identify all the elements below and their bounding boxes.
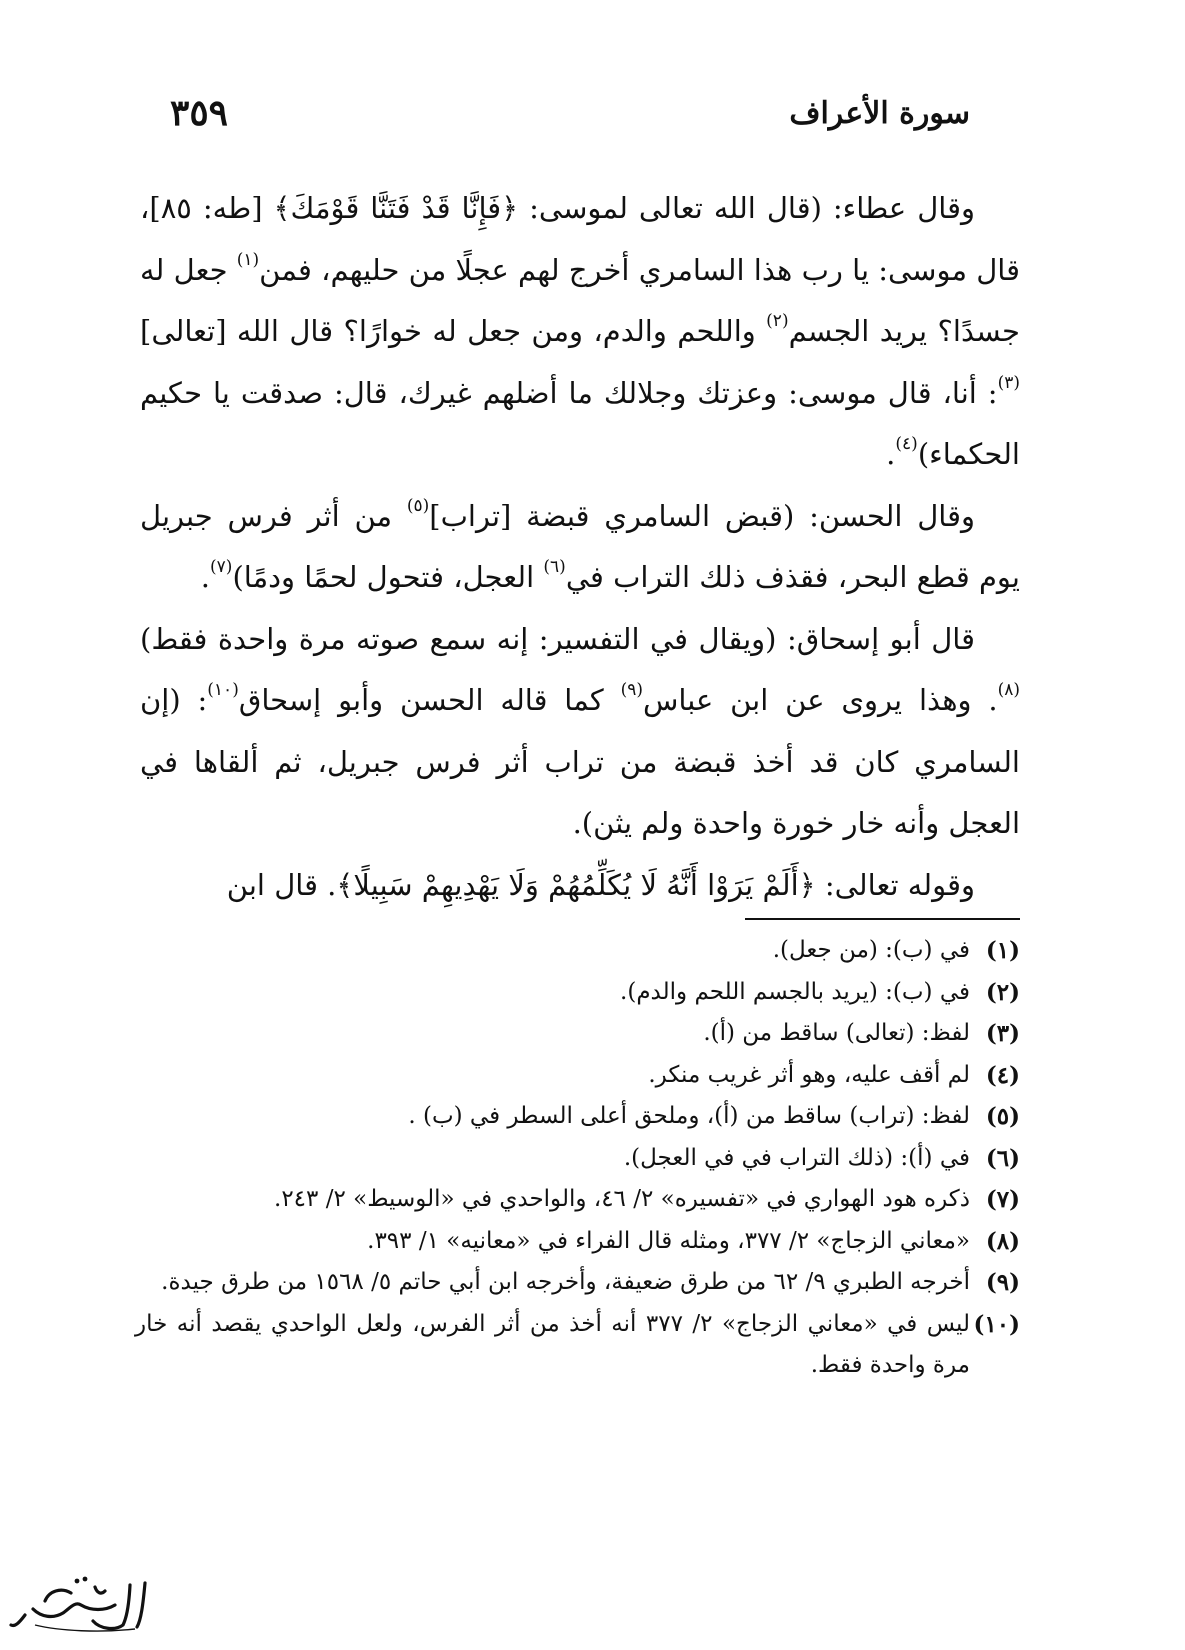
footnote-divider [745, 918, 1020, 920]
footnote-number: (٣) [985, 1020, 1020, 1047]
footnote-8 [135, 1221, 1020, 1263]
paragraph-ata [140, 178, 1020, 486]
text-run: : أنا، قال موسى: وعزتك وجلالك ما أضلهم غيرك، قال: صدقت يا حكيم الحكماء) [140, 375, 1020, 471]
verse-reference: [طه: ٨٥]، [140, 191, 274, 225]
footnote-4 [135, 1055, 1020, 1097]
text-run: قال أبو إسحاق: (ويقال في التفسير: إنه سمع صوته مرة واحدة فقط) [140, 621, 975, 656]
page-number: ٣٥٩ [170, 92, 229, 134]
calligraphy-logo-icon [5, 1565, 155, 1640]
footnote-ref-3: (٣) [997, 372, 1020, 393]
footnote-text: ليس في «معاني الزجاج» ٢/ ٣٧٧ أنه أخذ من أثر الفرس، ولعل الواحدي يقصد أنه خار مرة واحدة فقط. [135, 1310, 971, 1378]
text-run: : (إن السامري كان قد أخذ قبضة من تراب أثر فرس جبريل، ثم ألقاها في العجل وأنه خار خورة واحدة ولم يثن). [140, 683, 1020, 840]
footnote-text: في (ب): (يريد بالجسم اللحم والدم). [620, 978, 970, 1005]
footnote-number: (٥) [985, 1103, 1020, 1130]
footnote-10 [135, 1304, 1020, 1387]
footnote-text: في (ب): (من جعل). [772, 937, 970, 963]
footnote-number: (٨) [985, 1227, 1020, 1255]
footnote-text: أخرجه الطبري ٩/ ٦٢ من طرق ضعيفة، وأخرجه ابن أبي حاتم ٥/ ١٥٦٨ من طرق جيدة. [161, 1269, 970, 1295]
text-run: وقوله تعالى: [815, 867, 975, 902]
footnote-text: ذكره هود الهواري في «تفسيره» ٢/ ٤٦، والواحدي في «الوسيط» ٢/ ٢٤٣. [274, 1186, 970, 1212]
main-text [140, 178, 1020, 916]
footnote-3 [135, 1013, 1020, 1055]
footnote-9 [135, 1262, 1020, 1304]
quran-verse: ﴿فَإِنَّا قَدْ فَتَنَّا قَوْمَكَ﴾ [273, 191, 519, 225]
footnote-number: (١) [985, 937, 1020, 964]
footnote-number: (٢) [985, 978, 1020, 1006]
footnote-ref-5: (٥) [406, 495, 430, 516]
footnote-text: «معاني الزجاج» ٢/ ٣٧٧، ومثله قال الفراء في «معانيه» ١/ ٣٩٣. [367, 1227, 970, 1254]
footnote-number: (٧) [985, 1186, 1020, 1213]
footnote-ref-7: (٧) [210, 557, 233, 578]
footnote-number: (٦) [985, 1144, 1020, 1172]
footnotes [135, 930, 1020, 1387]
text-run: وقال الحسن: (قبض السامري قبضة [تراب] [429, 498, 975, 533]
quran-verse: ﴿أَلَمْ يَرَوْا أَنَّهُ لَا يُكَلِّمُهُمْ وَلَا يَهْدِيهِمْ سَبِيلًا﴾ [336, 867, 816, 902]
footnote-text: في (أ): (ذلك التراب في في العجل). [623, 1144, 970, 1171]
paragraph-abu-ishaq [140, 609, 1020, 855]
paragraph-verse [140, 855, 1020, 917]
text-run: . [200, 560, 211, 594]
footnote-text: لفظ: (تعالى) ساقط من (أ). [703, 1020, 970, 1046]
text-run: قال موسى: يا رب هذا السامري أخرج لهم عجلًا من حليهم، فمن [259, 252, 1020, 287]
text-run: العجل، فتحول لحمًا ودمًا) [232, 560, 544, 594]
footnote-2 [135, 972, 1020, 1014]
text-run: من أثر فرس جبريل يوم قطع البحر، فقذف ذلك التراب في [140, 498, 1020, 594]
text-run: جعل له جسدًا؟ يريد الجسم [140, 252, 1020, 348]
text-run: . وهذا يروى عن ابن عباس [642, 683, 998, 717]
footnote-1 [135, 930, 1020, 972]
text-run: كما قاله الحسن وأبو إسحاق [238, 683, 621, 717]
footnote-number: (٤) [985, 1061, 1020, 1089]
text-run: واللحم والدم، ومن جعل له خوارًا؟ قال الله [تعالى] [140, 314, 767, 348]
footnote-ref-1: (١) [236, 249, 260, 270]
footnote-ref-8: (٨) [997, 680, 1020, 701]
footnote-ref-9: (٩) [620, 680, 643, 701]
paragraph-hasan [140, 486, 1020, 609]
footnote-number: (٩) [985, 1269, 1020, 1296]
footnote-ref-10: (١٠) [207, 680, 239, 701]
text-run: . قال ابن [226, 867, 337, 902]
footnote-ref-4: (٤) [895, 434, 918, 455]
footnote-ref-6: (٦) [543, 557, 566, 578]
footnote-text: لم أقف عليه، وهو أثر غريب منكر. [648, 1061, 970, 1088]
footnote-7 [135, 1179, 1020, 1221]
text-run: وقال عطاء: (قال الله تعالى لموسى: [518, 191, 975, 225]
footnote-number: (١٠) [973, 1310, 1020, 1338]
footnote-5 [135, 1096, 1020, 1138]
footnote-6 [135, 1138, 1020, 1180]
footnote-ref-2: (٢) [766, 311, 789, 332]
surah-title: سورة الأعراف [789, 96, 970, 131]
footnote-text: لفظ: (تراب) ساقط من (أ)، وملحق أعلى السطر في (ب) . [408, 1103, 970, 1129]
page-header [170, 92, 970, 146]
text-run: . [886, 437, 896, 471]
